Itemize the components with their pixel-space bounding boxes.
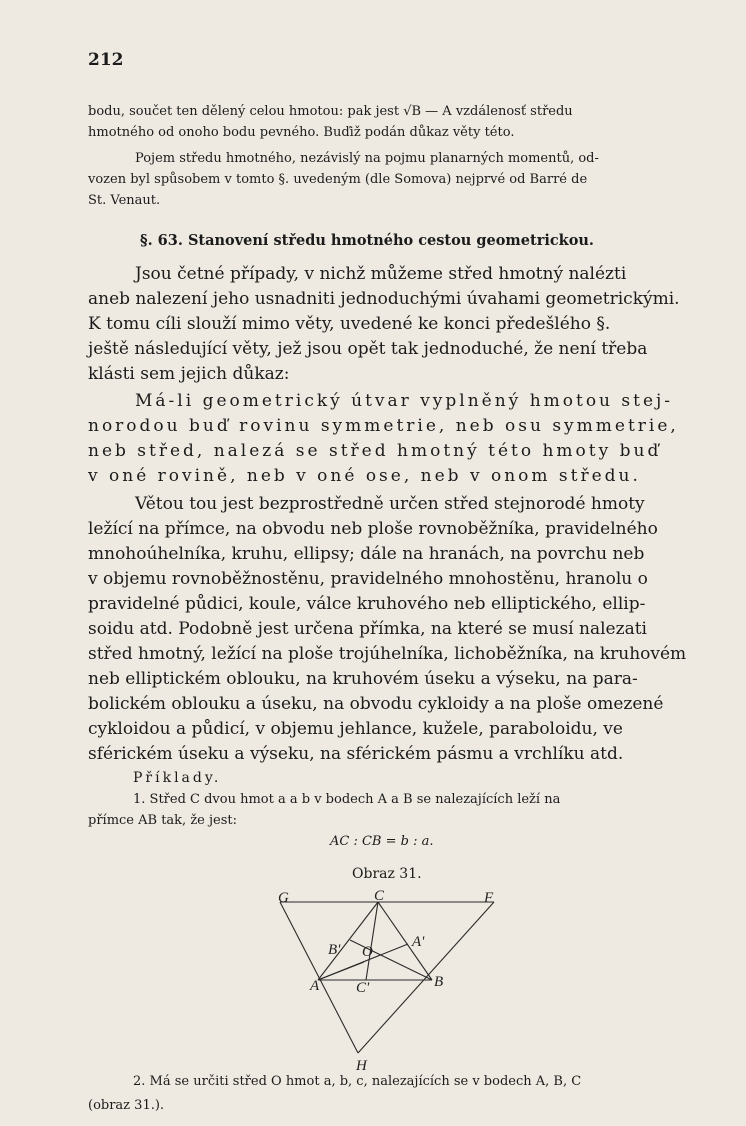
point-label: B'	[328, 942, 341, 958]
examples-heading: Příklady.	[133, 770, 222, 786]
text-line: cykloidou a půdicí, v objemu jehlance, kužele, paraboloidu, ve	[88, 719, 623, 739]
theorem-line: neb střed, nalezá se střed hmotný této hmoty buď	[88, 441, 662, 461]
section-heading: §. 63. Stanovení středu hmotného cestou geometrickou.	[140, 232, 594, 249]
theorem-line: norodou buď rovinu symmetrie, neb osu symmetrie,	[88, 416, 679, 436]
text-line: ležící na přímce, na obvodu neb ploše rovnoběžníka, pravidelného	[88, 519, 658, 539]
theorem-line: Má-li geometrický útvar vyplněný hmotou stej-	[135, 391, 674, 411]
figure-caption: Obraz 31.	[352, 866, 422, 882]
text-line: St. Venaut.	[88, 193, 161, 208]
text-line: ještě následující věty, jež jsou opět tak jednoduché, že není třeba	[88, 339, 648, 359]
figure-31-diagram	[270, 888, 510, 1078]
point-label: C	[374, 888, 385, 904]
page-number: 212	[88, 50, 124, 70]
text-line: sférickém úseku a výseku, na sférickém pásmu a vrchlíku atd.	[88, 744, 624, 764]
point-label: A	[310, 978, 320, 994]
point-label: O	[362, 944, 373, 960]
formula: AC : CB = b : a.	[330, 834, 434, 849]
text-line: přímce AB tak, že jest:	[88, 813, 237, 828]
text-line: Větou tou jest bezprostředně určen střed stejnorodé hmoty	[135, 494, 645, 514]
text-line: neb elliptickém oblouku, na kruhovém úseku a výseku, na para-	[88, 669, 638, 689]
text-line: pravidelné půdici, koule, válce kruhového neb elliptického, ellip-	[88, 594, 646, 614]
point-label: H	[356, 1058, 367, 1074]
text-line: hmotného od onoho bodu pevného. Buďiž podán důkaz věty této.	[88, 125, 515, 140]
text-line: bolickém oblouku a úseku, na obvodu cykloidy a na ploše omezené	[88, 694, 664, 714]
text-line: klásti sem jejich důkaz:	[88, 364, 290, 384]
theorem-line: v oné rovině, neb v oné ose, neb v onom středu.	[88, 466, 641, 486]
text-line: Jsou četné případy, v nichž můžeme střed hmotný nalézti	[135, 264, 627, 284]
text-line: bodu, součet ten dělený celou hmotou: pak jest √B — A vzdálenosť středu	[88, 104, 573, 119]
text-line: v objemu rovnoběžnostěnu, pravidelného mnohostěnu, hranolu o	[88, 569, 648, 589]
point-label: F	[484, 890, 494, 906]
point-label: G	[278, 890, 289, 906]
point-label: B	[434, 974, 444, 990]
text-line: Pojem středu hmotného, nezávislý na pojmu planarných momentů, od-	[135, 151, 599, 166]
text-line: (obraz 31.).	[88, 1098, 165, 1113]
text-line: soidu atd. Podobně jest určena přímka, na které se musí nalezati	[88, 619, 647, 639]
text-line: 1. Střed C dvou hmot a a b v bodech A a B se nalezajících leží na	[133, 792, 561, 807]
point-label: C'	[356, 980, 370, 996]
text-line: aneb nalezení jeho usnadniti jednoduchými úvahami geometrickými.	[88, 289, 680, 309]
text-line: 2. Má se určiti střed O hmot a, b, c, nalezajících se v bodech A, B, C	[133, 1074, 582, 1089]
text-line: střed hmotný, ležící na ploše trojúhelníka, lichoběžníka, na kruhovém	[88, 644, 687, 664]
point-label: A'	[412, 934, 425, 950]
text-line: K tomu cíli slouží mimo věty, uvedené ke konci předešlého §.	[88, 314, 611, 334]
text-line: vozen byl spůsobem v tomto §. uvedeným (dle Somova) nejprvé od Barré de	[88, 172, 588, 187]
text-line: mnohoúhelníka, kruhu, ellipsy; dále na hranách, na povrchu neb	[88, 544, 645, 564]
